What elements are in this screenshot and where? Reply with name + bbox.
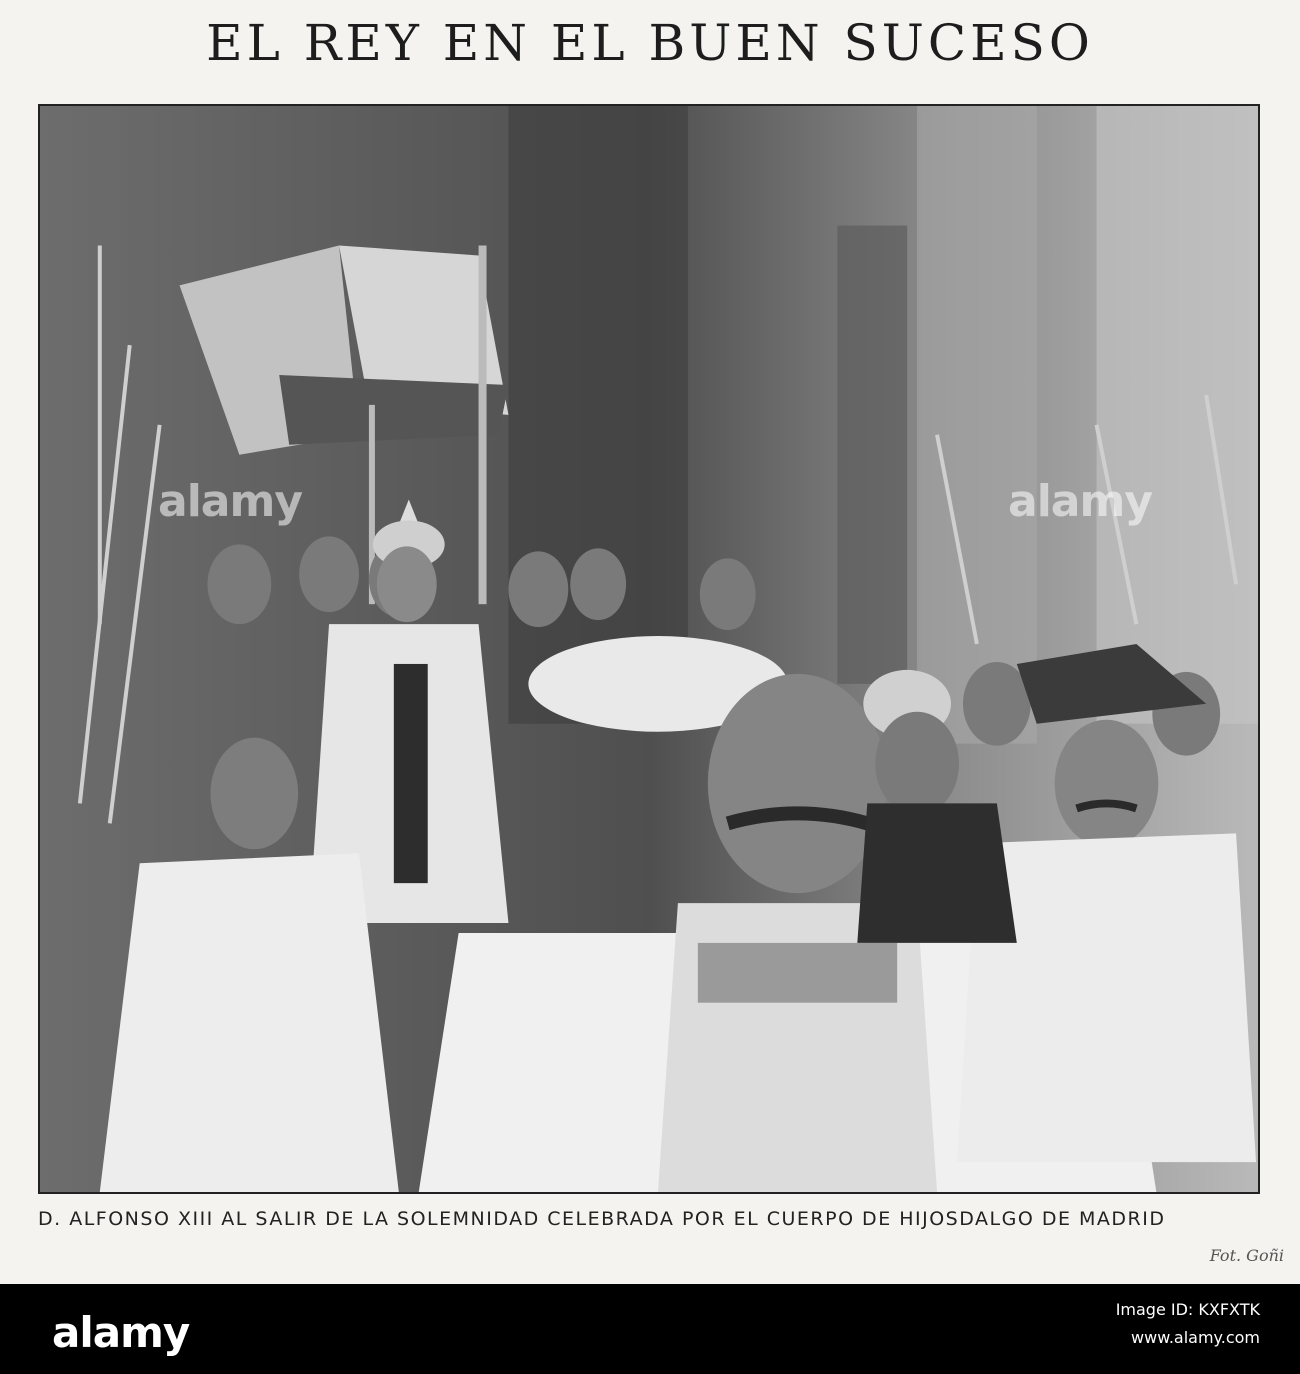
site-url[interactable]: www.alamy.com bbox=[1131, 1328, 1260, 1347]
alamy-logo[interactable]: alamy bbox=[52, 1308, 190, 1357]
photo-credit: Fot. Goñi bbox=[1209, 1246, 1284, 1265]
watermark: alamy bbox=[1008, 476, 1152, 527]
stock-image-info bbox=[1116, 1296, 1260, 1352]
watermark: alamy bbox=[158, 476, 302, 527]
headline: EL REY EN EL BUEN SUCESO bbox=[206, 14, 1094, 72]
photograph-illustration bbox=[40, 106, 1258, 1192]
photo-caption: D. ALFONSO XIII AL SALIR DE LA SOLEMNIDAD CELEBRADA POR EL CUERPO DE HIJOSDALGO DE MADRID bbox=[38, 1208, 1166, 1230]
photograph bbox=[38, 104, 1260, 1194]
stock-footer-bar bbox=[0, 1284, 1300, 1374]
image-id: Image ID: KXFXTK bbox=[1115, 1300, 1260, 1319]
